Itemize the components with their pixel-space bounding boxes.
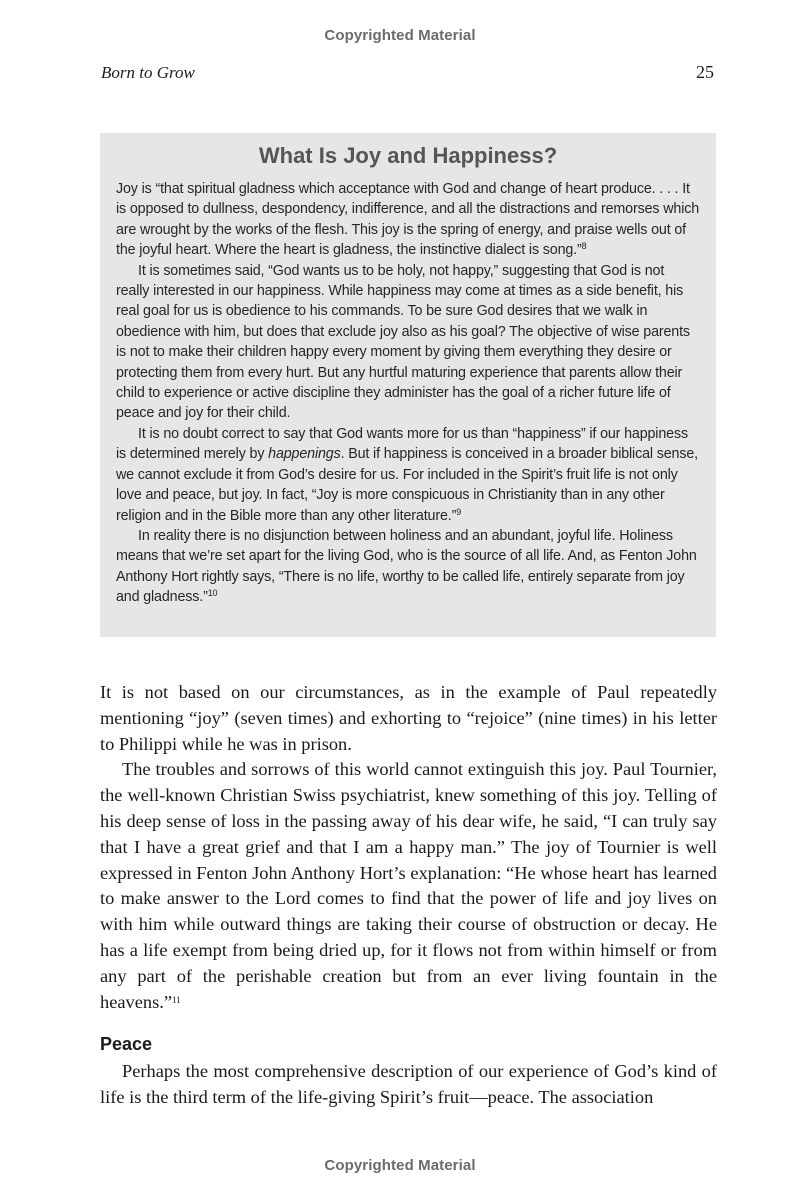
sidebar-paragraph-text: In reality there is no disjunction between holiness and an abundant, joyful life. Holiness means that we’re set apart for the living God, who is the source of all life. And, as Fenton John Anthony Hort rightly says, “There is no life, worthy to be called life, entirely separate from joy and gladness.” (116, 527, 697, 606)
footnote-marker: 11 (172, 994, 181, 1005)
sidebar-paragraph (116, 424, 700, 526)
copyright-watermark-top: Copyrighted Material (324, 27, 476, 44)
sidebar-paragraph-text: . But if happiness is conceived in a broader biblical sense, we cannot exclude it from God’s desire for us. For included in the Spirit’s fruit life is not only love and peace, but joy. In fact, “Joy is more conspicuous in Christianity than in any other religion and in the Bible more than any other literature.” (116, 446, 698, 524)
sidebar-paragraph (116, 179, 700, 261)
body-paragraph (100, 1059, 717, 1111)
footnote-marker: 8 (581, 241, 587, 252)
body-paragraph-text: The troubles and sorrows of this world cannot extinguish this joy. Paul Tournier, the well-known Christian Swiss psychiatrist, knew something of this joy. Telling of his deep sense of loss in the passing away of his dear wife, he said, “I can truly say that I have a great grief and that I am a happy man.” The joy of Tournier is well expressed in Fenton John Anthony Hort’s explanation: “He whose heart has learned to make answer to the Lord comes to find that the power of life and joy lives on with him while outward things are taking their course of obstruction or decay. He has a life exempt from being dried up, for it flows not from within himself or from any part of the perishable creation but from an ever living fountain in the heavens.” (100, 759, 717, 1012)
body-paragraph-text: Perhaps the most comprehensive description of our experience of God’s kind of life is the third term of the life-giving Spirit’s fruit—peace. The association (100, 1061, 717, 1108)
sidebar-paragraph-text: It is no doubt correct to say that God wants more for us than “happiness” if our happiness is determined merely by (116, 425, 688, 463)
footnote-marker: 10 (207, 588, 218, 599)
emphasis-happenings: happenings (268, 446, 341, 463)
section-heading-peace: Peace (100, 1034, 153, 1055)
page-number: 25 (696, 62, 714, 82)
copyright-watermark-bottom: Copyrighted Material (324, 1157, 476, 1174)
sidebar-title: What Is Joy and Happiness? (258, 143, 558, 168)
main-text (100, 680, 717, 1111)
sidebar-paragraph-text: Joy is “that spiritual gladness which acceptance with God and change of heart produce. . . . It is opposed to dullness, despondency, indifference, and all the distractions and remorses which are wrought by the works of the flesh. This joy is the spring of energy, and praise wells out of the joyful heart. Where the heart is gladness, the instinctive dialect is song.” (116, 181, 700, 259)
body-paragraph-text: It is not based on our circumstances, as in the example of Paul repeatedly mentioning “joy” (seven times) and exhorting to “rejoice” (nine times) in his letter to Philippi while he was in prison. (100, 682, 717, 754)
sidebar-paragraph-text: It is sometimes said, “God wants us to be holy, not happy,” suggesting that God is not really interested in our happiness. While happiness may come at times as a side benefit, his real goal for us is obedience to his commands. To be sure God desires that we walk in obedience with him, but does that exclude joy also as his goal? The objective of wise parents is not to make their children happy every moment by giving them everything they desire or protecting them from every hurt. But any hurtful maturing experience that parents allow their child to experience or active discipline they administer has the goal of a richer future life of peace and joy for their child. (116, 262, 690, 422)
sidebar-paragraph (116, 261, 700, 424)
running-title: Born to Grow (101, 63, 195, 82)
sidebar-paragraph (116, 526, 700, 608)
body-paragraph (100, 680, 717, 757)
sidebar-box (100, 133, 716, 637)
footnote-marker: 9 (456, 506, 462, 517)
body-paragraph (100, 757, 717, 1015)
